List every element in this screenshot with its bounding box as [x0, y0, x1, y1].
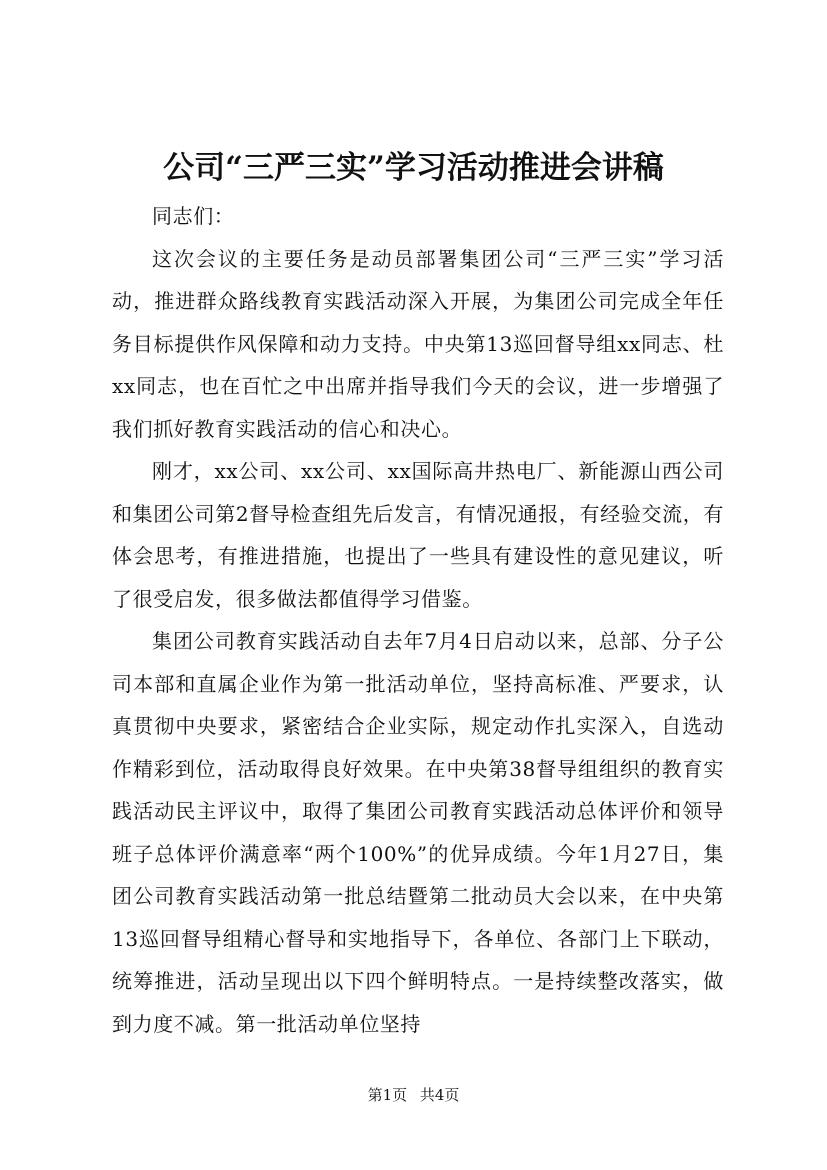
page-total: 共4页	[419, 1086, 460, 1104]
document-title: 公司“三严三实”学习活动推进会讲稿	[163, 150, 664, 186]
salutation: 同志们：	[152, 204, 235, 228]
page-footer	[0, 1085, 827, 1105]
paragraph-2: 刚才，xx公司、xx公司、xx国际高井热电厂、新能源山西公司和集团公司第2督导检查组先后发言，有情况通报，有经验交流，有体会思考，有推进措施，也提出了一些具有建设性的意见建议，听了很受启发，很多做法都值得学习借鉴。	[112, 459, 724, 611]
document-body	[112, 195, 724, 1045]
paragraph-1: 这次会议的主要任务是动员部署集团公司“三严三实”学习活动，推进群众路线教育实践活动深入开展，为集团公司完成全年任务目标提供作风保障和动力支持。中央第13巡回督导组xx同志、杜xx同志，也在百忙之中出席并指导我们今天的会议，进一步增强了我们抓好教育实践活动的信心和决心。	[112, 246, 724, 441]
page-number: 第1页	[367, 1086, 408, 1104]
paragraph-3: 集团公司教育实践活动自去年7月4日启动以来，总部、分子公司本部和直属企业作为第一批活动单位，坚持高标准、严要求，认真贯彻中央要求，紧密结合企业实际，规定动作扎实深入，自选动作精彩到位，活动取得良好效果。在中央第38督导组组织的教育实践活动民主评议中，取得了集团公司教育实践活动总体评价和领导班子总体评价满意率“两个100%”的优异成绩。今年1月27日，集团公司教育实践活动第一批总结暨第二批动员大会以来，在中央第13巡回督导组精心督导和实地指导下，各单位、各部门上下联动，统筹推进，活动呈现出以下四个鲜明特点。一是持续整改落实，做到力度不减。第一批活动单位坚持	[112, 629, 724, 1036]
